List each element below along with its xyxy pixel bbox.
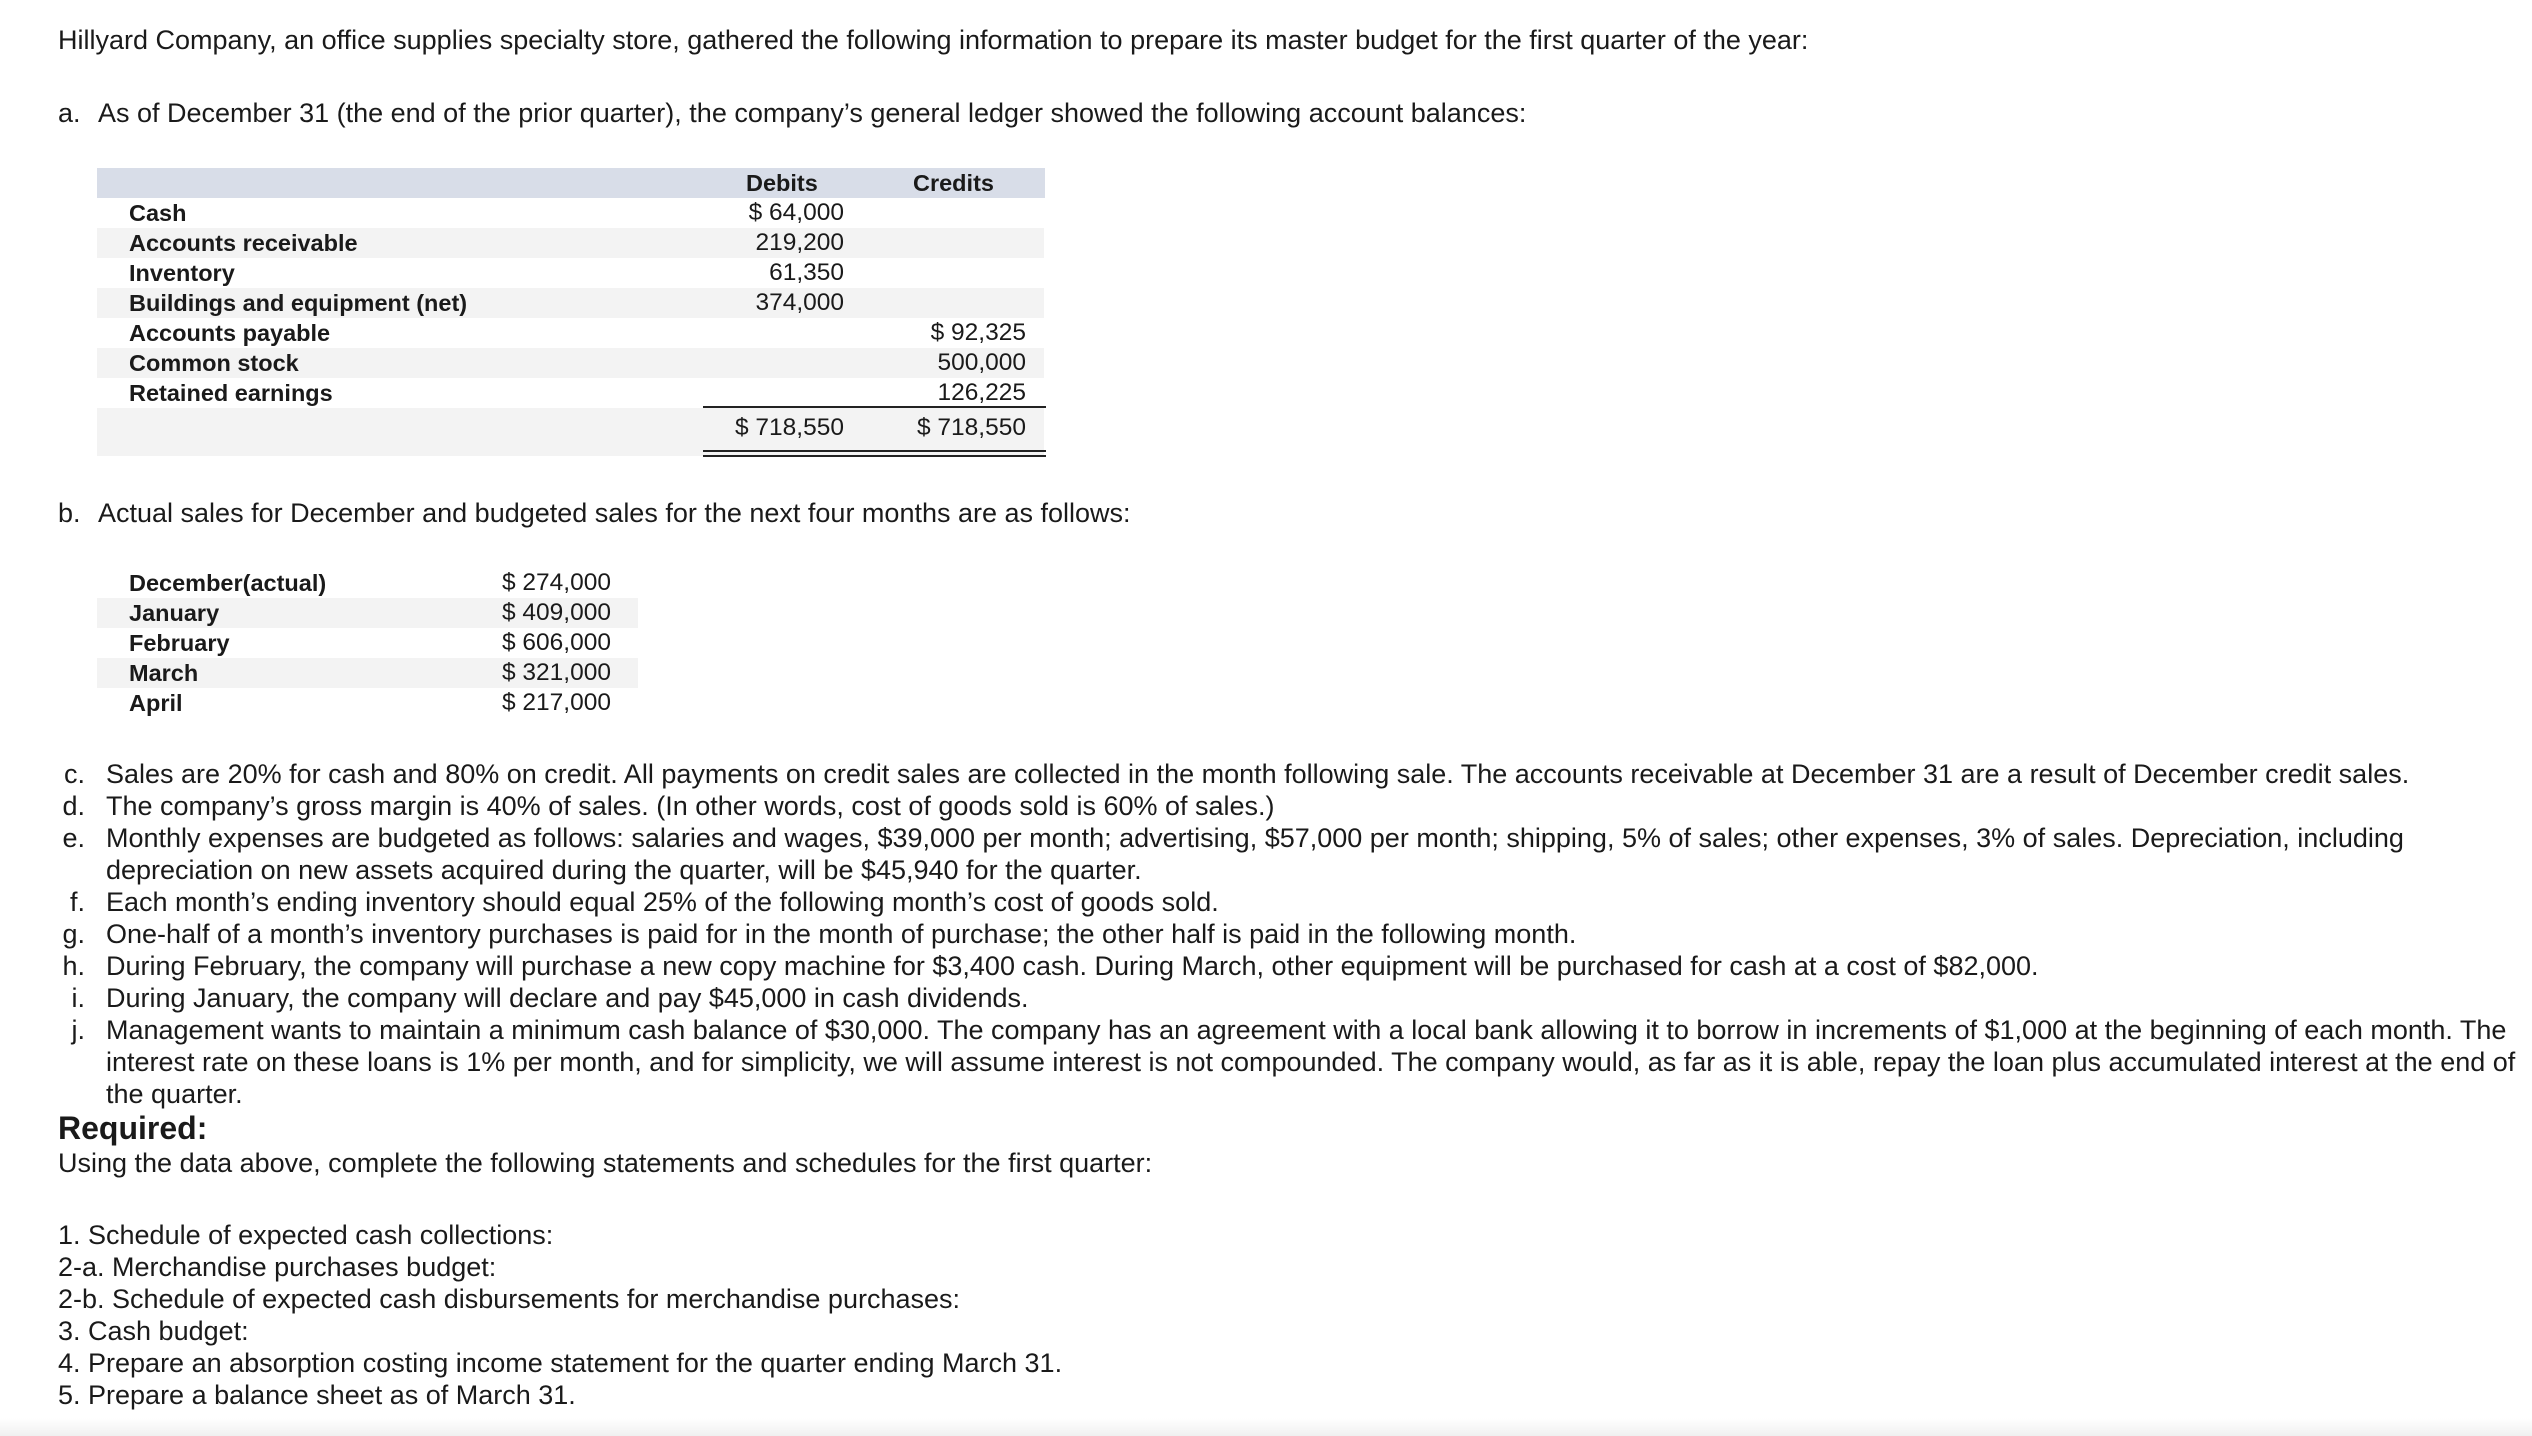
- sales-month: April: [129, 690, 183, 716]
- item-label: d.: [62, 791, 85, 821]
- item-label: c.: [63, 759, 85, 789]
- ledger-debit: 219,200: [755, 229, 844, 256]
- ledger-credit: 126,225: [937, 379, 1026, 406]
- ledger-band: [97, 408, 1044, 456]
- item-text: The company’s gross margin is 40% of sales. (In other words, cost of goods sold is 60% of sales.): [106, 791, 1275, 821]
- item-label: i.: [71, 983, 85, 1013]
- item-label: h.: [62, 951, 85, 981]
- item-text: Monthly expenses are budgeted as follows: salaries and wages, $39,000 per month; advertising, $57,000 per month; shipping, 5% of sales; other expenses, 3% of sales. Depreciation, including depreciation on new assets acquired during the quarter, will be $45,940 for the quarter.: [106, 823, 2404, 885]
- item-label: j.: [71, 1015, 85, 1045]
- ledger-account: Common stock: [129, 350, 299, 376]
- item-b-label: b.: [58, 498, 81, 528]
- item-text: Each month’s ending inventory should equal 25% of the following month’s cost of goods sold.: [106, 887, 1219, 917]
- required-item: 2-a. Merchandise purchases budget:: [58, 1252, 497, 1282]
- ledger-total-rule: [703, 455, 1046, 457]
- item-a-text: As of December 31 (the end of the prior quarter), the company’s general ledger showed the following account balances:: [98, 98, 1527, 128]
- ledger-debit: 61,350: [769, 259, 844, 286]
- sales-month: December(actual): [129, 570, 327, 596]
- item-a-label: a.: [58, 98, 81, 128]
- sales-amount: $ 217,000: [502, 689, 611, 716]
- item-text: Management wants to maintain a minimum cash balance of $30,000. The company has an agreement with a local bank allowing it to borrow in increments of $1,000 at the beginning of each month. The interest rate on these loans is 1% per month, and for simplicity, we will assume interest is not compounded. The company would, as far as it is able, repay the loan plus accumulated interest at the end of the quarter.: [106, 1015, 2516, 1109]
- intro-text: Hillyard Company, an office supplies specialty store, gathered the following information to prepare its master budget for the first quarter of the year:: [58, 25, 1809, 55]
- ledger-subtotal-rule: [703, 406, 1046, 408]
- ledger-header-band: [97, 168, 1045, 198]
- required-item: 5. Prepare a balance sheet as of March 31.: [58, 1380, 576, 1410]
- sales-month: February: [129, 630, 230, 656]
- item-b-text: Actual sales for December and budgeted sales for the next four months are as follows:: [98, 498, 1131, 528]
- required-item: 1. Schedule of expected cash collections:: [58, 1220, 554, 1250]
- ledger-account: Inventory: [129, 260, 235, 286]
- ledger-account: Cash: [129, 200, 187, 226]
- ledger-debit: $ 64,000: [748, 199, 844, 226]
- item-a: [58, 97, 1527, 129]
- item-text: One-half of a month’s inventory purchases is paid for in the month of purchase; the other half is paid in the following month.: [106, 919, 1577, 949]
- item-label: e.: [62, 823, 85, 853]
- debits-header: Debits: [746, 170, 818, 196]
- ledger-account: Buildings and equipment (net): [129, 290, 468, 316]
- item-b: [58, 497, 1131, 529]
- item-text: During January, the company will declare and pay $45,000 in cash dividends.: [106, 983, 1029, 1013]
- ledger-total-debit: $ 718,550: [735, 414, 844, 441]
- required-intro: Using the data above, complete the following statements and schedules for the first quarter:: [58, 1148, 1153, 1178]
- ledger-account: Accounts payable: [129, 320, 331, 346]
- ledger-account: Accounts receivable: [129, 230, 358, 256]
- bottom-edge-shadow: [0, 1418, 2532, 1436]
- sales-amount: $ 606,000: [502, 629, 611, 656]
- ledger-total-rule: [703, 450, 1046, 452]
- required-item: 2-b. Schedule of expected cash disbursements for merchandise purchases:: [58, 1284, 960, 1314]
- item-text: Sales are 20% for cash and 80% on credit. All payments on credit sales are collected in the month following sale. The accounts receivable at December 31 are a result of December credit sales.: [106, 759, 2410, 789]
- sales-amount: $ 274,000: [502, 569, 611, 596]
- item-label: f.: [69, 887, 85, 917]
- sales-month: March: [129, 660, 199, 686]
- ledger-total-credit: $ 718,550: [917, 414, 1026, 441]
- ledger-debit: 374,000: [755, 289, 844, 316]
- ledger-account: Retained earnings: [129, 380, 333, 406]
- required-item: 3. Cash budget:: [58, 1316, 249, 1346]
- required-item: 4. Prepare an absorption costing income statement for the quarter ending March 31.: [58, 1348, 1063, 1378]
- item-text: During February, the company will purchase a new copy machine for $3,400 cash. During March, other equipment will be purchased for cash at a cost of $82,000.: [106, 951, 2039, 981]
- ledger-credit: 500,000: [937, 349, 1026, 376]
- item-label: g.: [62, 919, 85, 949]
- sales-month: January: [129, 600, 220, 626]
- credits-header: Credits: [913, 170, 994, 196]
- ledger-credit: $ 92,325: [930, 319, 1026, 346]
- required-heading: Required:: [58, 1110, 208, 1146]
- sales-amount: $ 321,000: [502, 659, 611, 686]
- sales-amount: $ 409,000: [502, 599, 611, 626]
